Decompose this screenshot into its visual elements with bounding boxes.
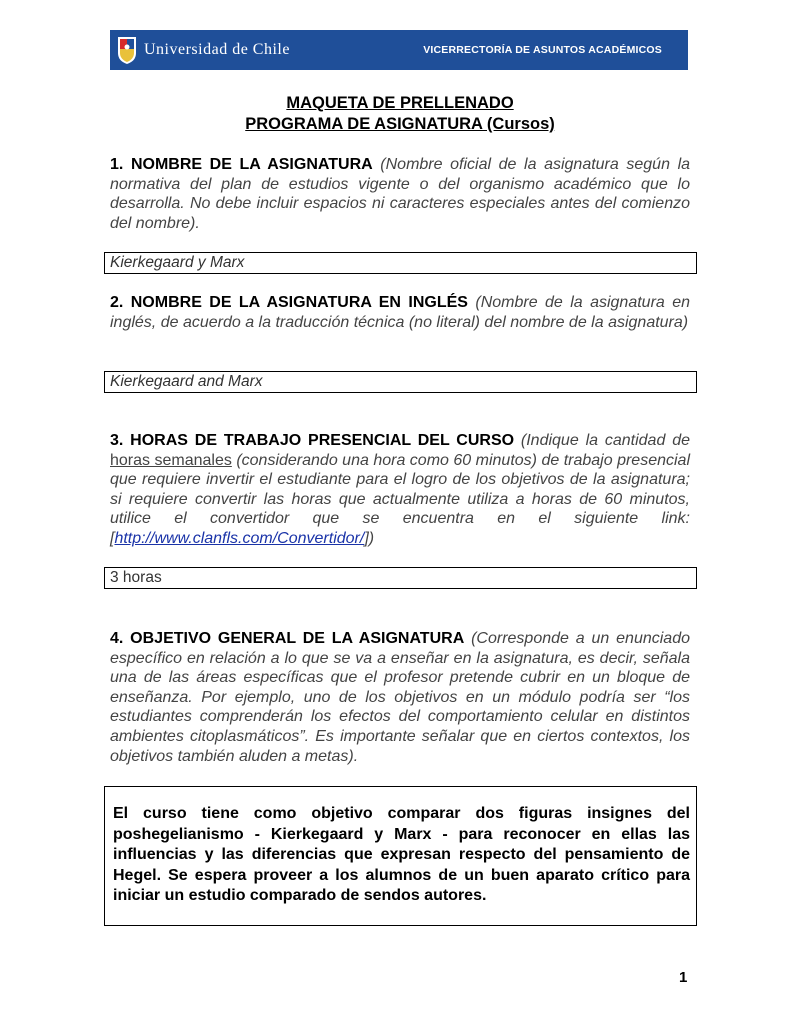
- link-open-bracket: [: [110, 529, 115, 547]
- section-course-name-english: [110, 293, 690, 332]
- converter-link[interactable]: http://www.clanfls.com/Convertidor/: [114, 529, 365, 547]
- section-heading: 2. NOMBRE DE LA ASIGNATURA EN INGLÉS: [110, 294, 468, 311]
- document-title-line1: MAQUETA DE PRELLENADO: [286, 94, 514, 112]
- section-heading: 1. NOMBRE DE LA ASIGNATURA: [110, 156, 373, 173]
- section-description: (Corresponde a un enunciado específico en relación a lo que se va a enseñar en la asignatura, es decir, señala una de las áreas específicas que el profesor pretende cubrir en un bloque de enseñanza. Por ejemplo, uno de los objetivos en un módulo podría ser “los estudiantes comprenderán los efectos del comportamiento celular en distintos ambientes citoplasmáticos”. Es importante señalar que en ciertos contextos, los objetivos también aluden a metas).: [110, 630, 690, 765]
- section-description: (Nombre oficial de la asignatura según la normativa del plan de estudios vigente o del organismo académico que lo desarrolla. No debe incluir espacios ni caracteres especiales antes del comienzo del nombre).: [110, 156, 691, 232]
- university-brand: [116, 35, 290, 65]
- course-name-english-field[interactable]: Kierkegaard and Marx: [104, 371, 697, 393]
- section-course-name: [110, 155, 690, 233]
- course-name-field[interactable]: Kierkegaard y Marx: [104, 252, 697, 274]
- description-start: (Indique la cantidad de: [520, 432, 690, 449]
- document-title-line2: PROGRAMA DE ASIGNATURA (Cursos): [245, 115, 555, 133]
- section-heading: 3. HORAS DE TRABAJO PRESENCIAL DEL CURSO: [110, 432, 515, 449]
- section-description: (Nombre de la asignatura en inglés, de acuerdo a la traducción técnica (no literal) del nombre de la asignatura): [110, 294, 691, 331]
- weekly-hours-emphasis: horas semanales: [110, 451, 232, 469]
- general-objective-field[interactable]: [104, 786, 697, 926]
- university-seal-icon: [116, 35, 138, 65]
- section-general-objective: [110, 629, 690, 766]
- contact-hours-field[interactable]: 3 horas: [104, 567, 697, 589]
- page-number: 1: [679, 969, 688, 986]
- description-middle: (considerando una hora como 60 minutos) de trabajo presencial que requiere invertir el estudiante para el logro de los objetivos de la asignatura; si requiere convertir las horas que actualmente utiliza a horas de 60 minutos, utilice el convertidor que se encuentra en el siguiente link:: [110, 451, 691, 528]
- university-name: Universidad de Chile: [144, 41, 290, 58]
- vicerrectoria-label: VICERRECTORÍA DE ASUNTOS ACADÉMICOS: [423, 44, 662, 56]
- header-banner: [110, 30, 688, 70]
- section-heading: 4. OBJETIVO GENERAL DE LA ASIGNATURA: [110, 630, 465, 647]
- section-contact-hours: [110, 431, 690, 549]
- section-description: [110, 432, 690, 547]
- link-close-bracket: ]): [364, 529, 375, 547]
- general-objective-text: El curso tiene como objetivo comparar dos figuras insignes del poshegelianismo - Kierkegaard y Marx - para reconocer en ellas las influencias y las diferencias que expresan respecto del pensamiento de Hegel. Se espera proveer a los alumnos de un buen aparato crítico para iniciar un estudio comparado de sendos autores.: [113, 805, 690, 904]
